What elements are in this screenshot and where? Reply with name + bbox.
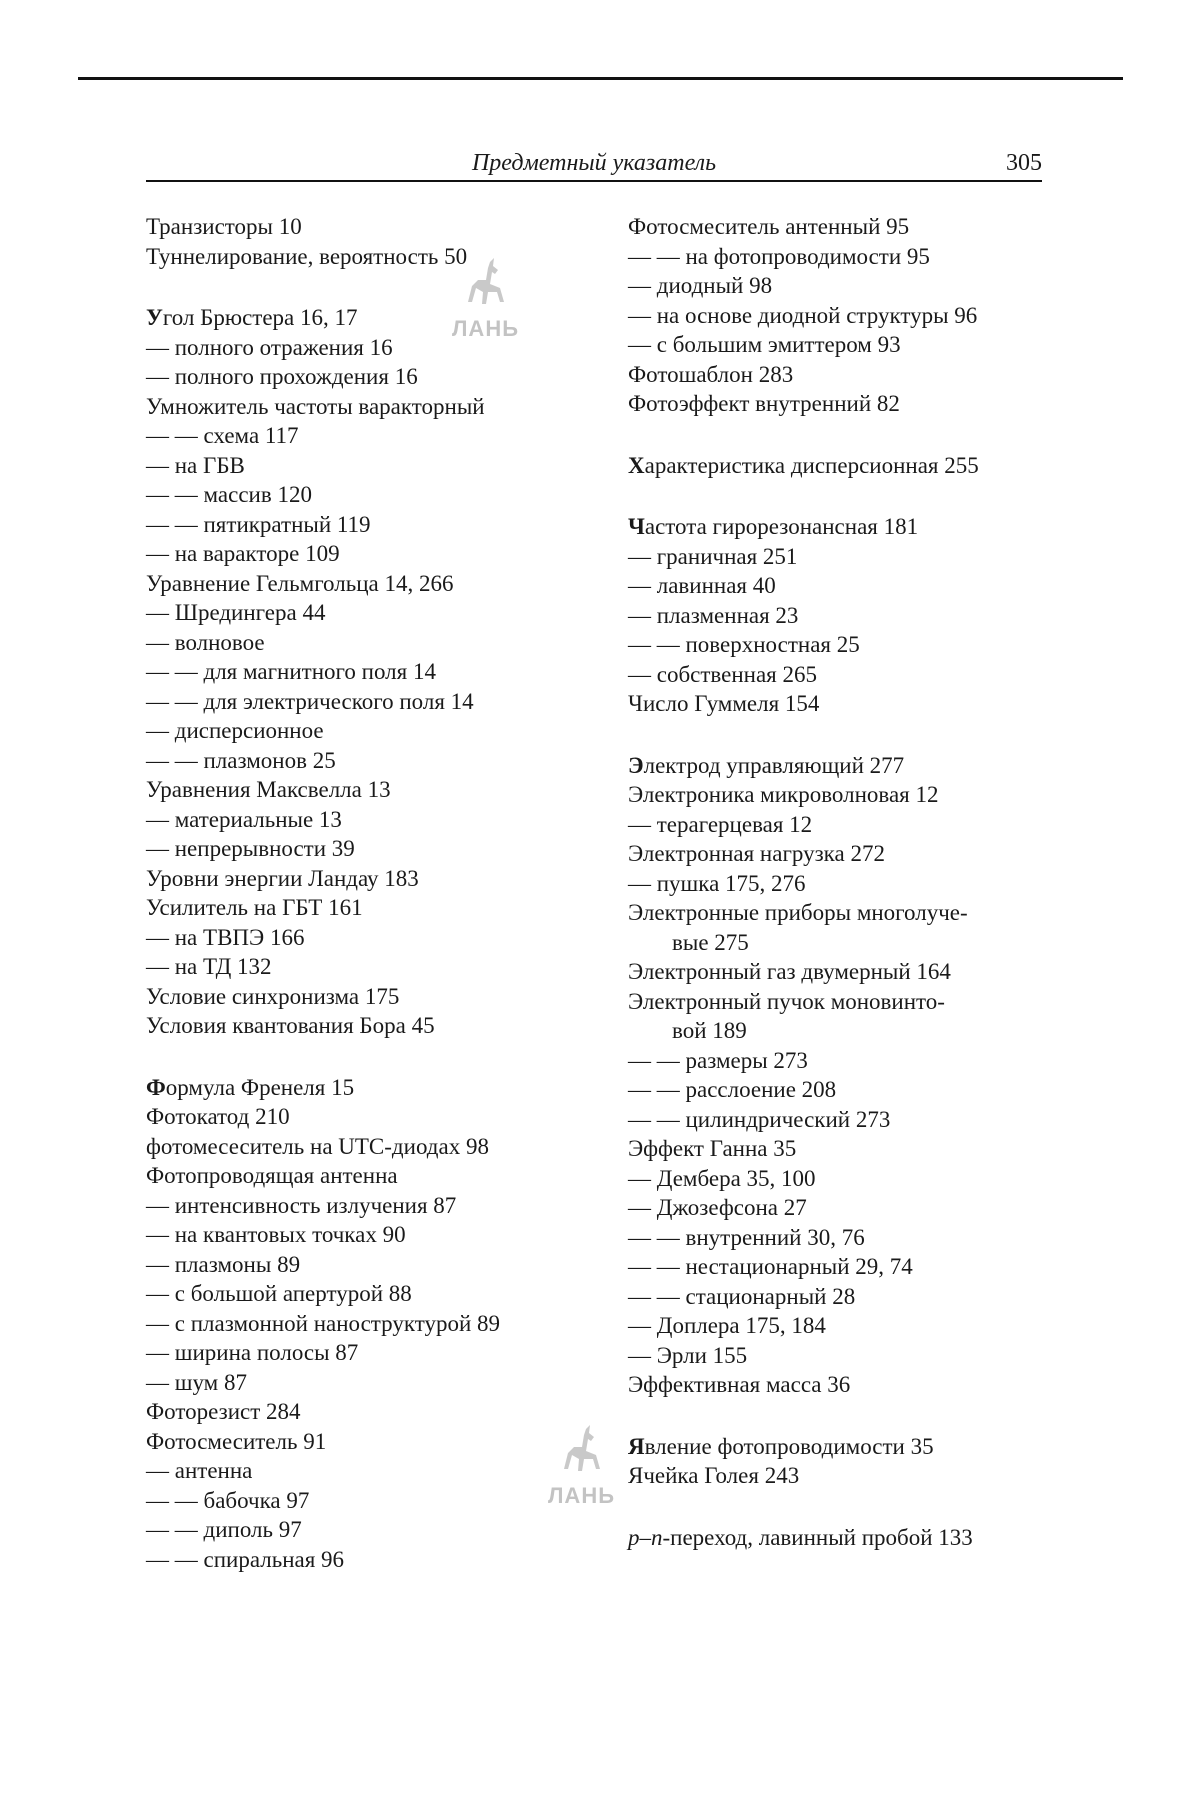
running-title: Предметный указатель <box>471 150 717 176</box>
index-entry: Фотосмеситель антенный 95 <box>628 214 910 239</box>
index-entry: — — поверхностная 25 <box>628 632 860 657</box>
index-entry: Уравнение Гельмгольца 14, 266 <box>146 570 454 596</box>
index-entry: Ячейка Голея 243 <box>628 1463 800 1488</box>
index-entry: Условие синхронизма 175 <box>146 983 400 1009</box>
index-entry: Фотокатод 210 <box>146 1104 290 1129</box>
index-entry: Туннелирование, вероятность 50 <box>146 243 468 269</box>
index-entry: — Доплера 175, 184 <box>628 1313 826 1338</box>
index-entry <box>146 1073 556 1103</box>
index-entry: — волновое <box>146 629 265 655</box>
index-entry: — на ТВПЭ 166 <box>146 924 305 950</box>
index-entry: — — спиральная 96 <box>146 1546 345 1572</box>
index-entry: Усилитель на ГБТ 161 <box>146 895 363 920</box>
index-entry: — — диполь 97 <box>146 1517 302 1542</box>
page-number: 305 <box>1006 150 1042 176</box>
index-entry: — плазмоны 89 <box>146 1251 301 1277</box>
index-entry: Уравнения Максвелла 13 <box>146 777 391 802</box>
index-column-left <box>146 212 556 1574</box>
watermark-text: ЛАНЬ <box>452 316 520 341</box>
index-entry: — плазменная 23 <box>628 602 799 628</box>
index-entry: — — для электрического поля 14 <box>146 688 474 714</box>
index-entry <box>628 1432 1044 1462</box>
entry-text: лектрод управляющий 277 <box>643 752 905 778</box>
index-entry: — полного отражения 16 <box>146 334 393 360</box>
index-entry: Фоторезист 284 <box>146 1399 301 1424</box>
index-entry: — пушка 175, 276 <box>628 870 806 896</box>
index-entry: Число Гуммеля 154 <box>628 691 820 716</box>
index-entry: Умножитель частоты варакторный <box>146 393 485 419</box>
index-entry: — граничная 251 <box>628 543 798 569</box>
index-entry: — шум 87 <box>146 1369 247 1395</box>
index-entry: — Джозефсона 27 <box>628 1195 807 1220</box>
index-entry: — — стационарный 28 <box>628 1283 856 1309</box>
index-entry: Фотопроводящая антенна <box>146 1163 398 1188</box>
index-entry: — диодный 98 <box>628 273 773 298</box>
index-entry: — с большим эмиттером 93 <box>628 332 901 357</box>
entry-initial: Э <box>628 752 644 778</box>
index-entry: — — на фотопроводимости 95 <box>628 243 930 269</box>
index-entry: — Шредингера 44 <box>146 600 326 625</box>
index-entry: — ширина полосы 87 <box>146 1340 359 1365</box>
entry-initial: У <box>146 305 163 330</box>
index-entry: фотомесеситель на UTC-диодах 98 <box>146 1133 489 1159</box>
index-entry: Фотоэффект внутренний 82 <box>628 391 900 416</box>
index-entry: Уровни энергии Ландау 183 <box>146 865 419 891</box>
index-entry: Фотошаблон 283 <box>628 361 794 387</box>
index-entry <box>628 512 1044 542</box>
index-entry-continuation: вой 189 <box>672 1018 747 1043</box>
index-entry <box>628 451 1044 481</box>
entry-text: -переход, лавинный пробой 133 <box>662 1524 973 1550</box>
entry-initial: Ч <box>628 514 645 539</box>
index-entry: — на ТД 132 <box>146 954 272 979</box>
index-entry: Эффект Ганна 35 <box>628 1136 797 1161</box>
index-entry: — интенсивность излучения 87 <box>146 1192 457 1218</box>
index-entry: Эффективная масса 36 <box>628 1372 851 1397</box>
index-entry: — Дембера 35, 100 <box>628 1165 816 1191</box>
entry-math: p–n <box>628 1524 663 1550</box>
index-entry: Условия квантования Бора 45 <box>146 1013 435 1038</box>
deer-logo-icon <box>460 258 512 316</box>
index-entry: — на варакторе 109 <box>146 541 340 566</box>
index-entry: Электроника микроволновая 12 <box>628 782 939 807</box>
entry-text: ормула Френеля 15 <box>165 1074 355 1100</box>
index-entry: — Эрли 155 <box>628 1342 748 1368</box>
index-entry: — — массив 120 <box>146 482 312 507</box>
index-entry: — на основе диодной структуры 96 <box>628 302 978 328</box>
entry-initial: Ф <box>146 1074 166 1100</box>
entry-text: вление фотопроводимости 35 <box>644 1433 934 1459</box>
index-entry: — — пятикратный 119 <box>146 511 371 537</box>
index-entry: Транзисторы 10 <box>146 214 302 239</box>
index-entry: — полного прохождения 16 <box>146 364 418 389</box>
entry-initial: Я <box>628 1433 645 1459</box>
publisher-watermark <box>548 1425 615 1509</box>
index-column-right <box>628 212 1044 1552</box>
top-rule <box>78 77 1123 80</box>
entry-text: астота гирорезонансная 181 <box>644 514 919 539</box>
index-entry: — собственная 265 <box>628 661 818 687</box>
index-entry: Фотосмеситель 91 <box>146 1428 327 1454</box>
index-entry: — непрерывности 39 <box>146 836 355 861</box>
index-entry: — — цилиндрический 273 <box>628 1106 891 1132</box>
entry-text: гол Брюстера 16, 17 <box>162 305 358 330</box>
index-entry-continuation: вые 275 <box>672 929 749 955</box>
deer-logo-icon <box>556 1425 608 1483</box>
index-entry: — — размеры 273 <box>628 1047 808 1073</box>
index-entry: — на ГБВ <box>146 452 245 478</box>
index-entry: — — нестационарный 29, 74 <box>628 1254 913 1279</box>
entry-initial: Х <box>628 452 645 478</box>
index-entry: — терагерцевая 12 <box>628 811 813 837</box>
index-entry: — — для магнитного поля 14 <box>146 659 436 684</box>
index-entry: — материальные 13 <box>146 806 342 832</box>
index-entry: — — бабочка 97 <box>146 1487 310 1513</box>
running-header <box>146 146 1042 182</box>
index-entry: Электронные приборы многолуче- <box>628 900 968 925</box>
index-entry <box>628 1523 1044 1553</box>
index-entry: — — схема 117 <box>146 423 299 448</box>
index-entry: — — плазмонов 25 <box>146 747 336 773</box>
index-entry: — — внутренний 30, 76 <box>628 1224 865 1250</box>
index-entry: — на квантовых точках 90 <box>146 1222 406 1247</box>
entry-text: арактеристика дисперсионная 255 <box>644 452 979 478</box>
watermark-text: ЛАНЬ <box>548 1483 616 1508</box>
index-entry <box>628 751 1044 781</box>
index-entry: — — расслоение 208 <box>628 1077 837 1102</box>
index-entry: — дисперсионное <box>146 718 324 743</box>
index-entry: — с большой апертурой 88 <box>146 1281 412 1306</box>
index-entry: Электронный пучок моновинто- <box>628 988 945 1014</box>
index-entry: — лавинная 40 <box>628 573 776 598</box>
index-entry: Электронный газ двумерный 164 <box>628 959 951 984</box>
index-entry: — антенна <box>146 1458 253 1483</box>
index-entry: Электронная нагрузка 272 <box>628 841 885 866</box>
publisher-watermark <box>452 258 519 342</box>
index-entry: — с плазмонной наноструктурой 89 <box>146 1310 501 1336</box>
